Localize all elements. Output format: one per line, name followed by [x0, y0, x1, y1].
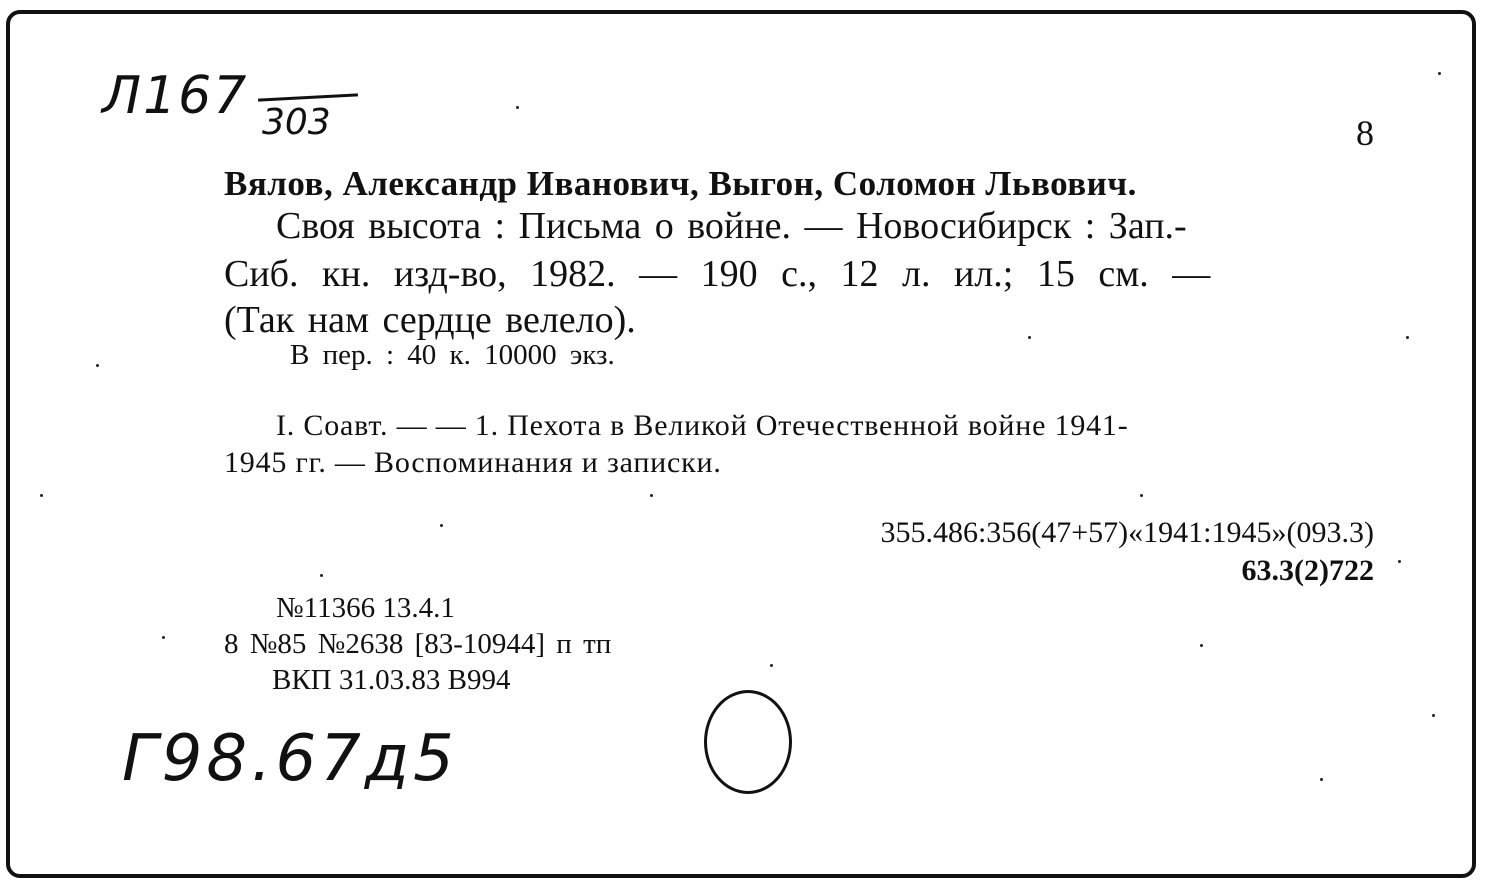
card-number: 8: [1356, 113, 1374, 153]
description-line: (Так нам сердце велело).: [224, 299, 636, 341]
subject-line: I. Соавт. — — 1. Пехота в Великой Отечественной войне 1941-: [276, 409, 1129, 442]
technical-line: ВКП 31.03.83 В994: [272, 664, 511, 696]
price-and-print-run: В пер. : 40 к. 10000 экз.: [290, 339, 615, 371]
authors-heading: Вялов, Александр Иванович, Выгон, Соломон Львович.: [224, 164, 1137, 203]
scan-speck: [650, 494, 653, 497]
subject-line: 1945 гг. — Воспоминания и записки.: [224, 446, 722, 479]
card-punch-hole: [704, 690, 792, 794]
scan-speck: [1320, 778, 1323, 781]
handwritten-overline: [258, 93, 358, 101]
scan-speck: [1200, 644, 1203, 647]
scan-speck: [1028, 336, 1031, 339]
technical-line: №11366 13.4.1: [276, 592, 455, 624]
scan-speck: [96, 364, 99, 367]
description-line: Сиб. кн. изд-во, 1982. — 190 с., 12 л. ил.; 15 см. —: [224, 253, 1211, 295]
handwritten-shelf-mark: Л167: [102, 66, 249, 126]
scan-speck: [162, 636, 165, 639]
scan-speck: [1406, 336, 1409, 339]
scan-speck: [40, 494, 43, 497]
description-line: Своя высота : Письма о войне. — Новосибирск : Зап.-: [276, 205, 1187, 247]
scan-speck: [1398, 560, 1401, 563]
handwritten-classification-mark: Г98.67д5: [122, 722, 458, 796]
handwritten-shelf-number: 303: [262, 102, 331, 143]
udc-index: 355.486:356(47+57)«1941:1945»(093.3): [880, 516, 1374, 549]
scan-speck: [1432, 714, 1435, 717]
bbk-index: 63.3(2)722: [1241, 554, 1374, 587]
scan-speck: [770, 664, 773, 667]
scan-speck: [1140, 494, 1143, 497]
scan-speck: [440, 524, 443, 527]
technical-line: 8 №85 №2638 [83-10944] п тп: [224, 628, 612, 660]
catalog-card: [6, 10, 1476, 878]
scan-speck: [1438, 72, 1441, 75]
scan-speck: [320, 574, 323, 577]
scan-speck: [516, 106, 519, 109]
